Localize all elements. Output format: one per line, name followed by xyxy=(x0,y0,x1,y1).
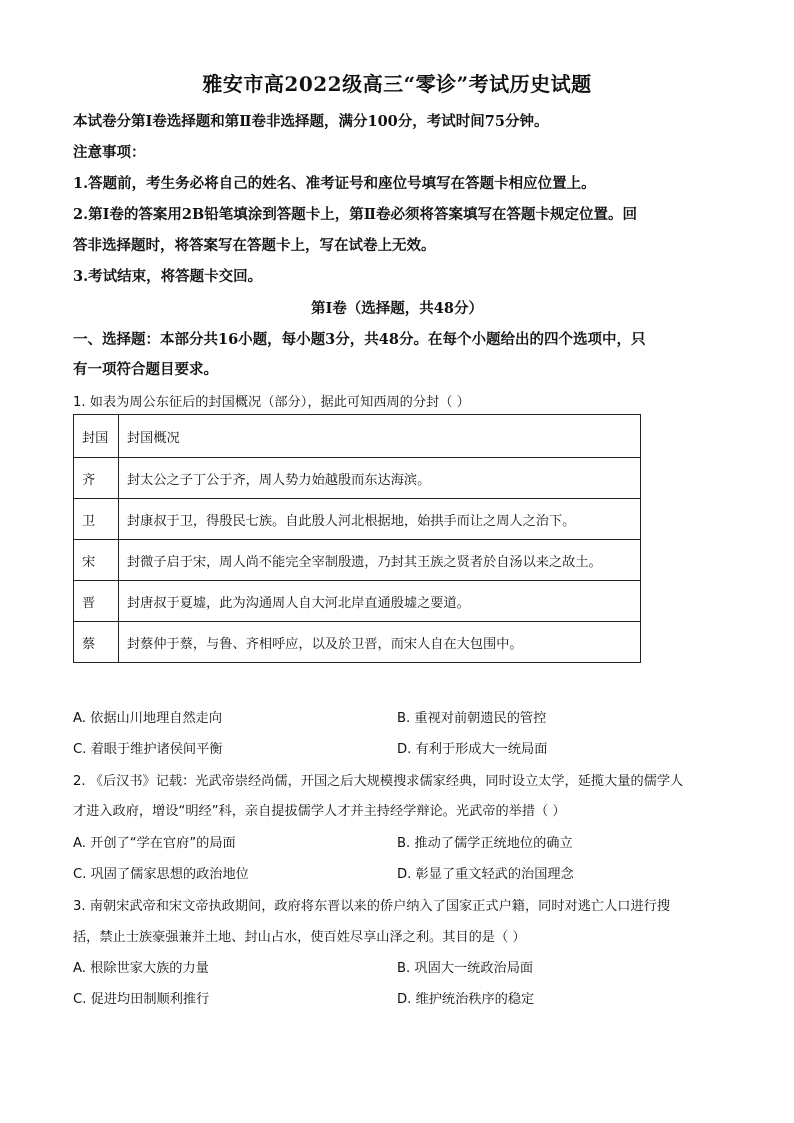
table-row xyxy=(74,581,641,622)
part-intro: 一、选择题：本部分共16小题，每小题3分，共48分。在每个小题给出的四个选项中，只 xyxy=(73,331,646,348)
notice-item: 3.考试结束，将答题卡交回。 xyxy=(73,268,263,285)
question-1-option-c: C. 着眼于维护诸侯间平衡 xyxy=(73,742,223,757)
question-3-option-d: D. 维护统治秩序的稳定 xyxy=(397,992,535,1007)
table-row xyxy=(74,540,641,581)
table-header-cell: 封国 xyxy=(74,415,119,458)
table-row xyxy=(74,622,641,663)
table-cell: 蔡 xyxy=(74,622,119,663)
question-2-stem: 2. 《后汉书》记载：光武帝崇经尚儒，开国之后大规模搜求儒家经典，同时设立太学，延揽大量的儒学人 xyxy=(73,774,684,789)
table-cell: 封微子启于宋，周人尚不能完全宰制殷遗，乃封其王族之贤者於自汤以来之故土。 xyxy=(119,540,641,581)
table-row xyxy=(74,499,641,540)
question-1-option-b: B. 重视对前朝遗民的管控 xyxy=(397,711,547,726)
table-cell: 卫 xyxy=(74,499,119,540)
notice-item: 答非选择题时，将答案写在答题卡上，写在试卷上无效。 xyxy=(73,237,436,254)
question-2-option-a: A. 开创了“学在官府”的局面 xyxy=(73,836,236,851)
part-intro: 有一项符合题目要求。 xyxy=(73,361,218,378)
table-cell: 封唐叔于夏墟，此为沟通周人自大河北岸直通殷墟之要道。 xyxy=(119,581,641,622)
question-3-stem: 括，禁止士族豪强兼并土地、封山占水，使百姓尽享山泽之利。其目的是（ ） xyxy=(73,930,526,945)
notice-item: 2.第Ⅰ卷的答案用2B铅笔填涂到答题卡上，第Ⅱ卷必须将答案填写在答题卡规定位置。回 xyxy=(73,206,637,223)
table-cell: 封太公之子丁公于齐，周人势力始越殷而东达海滨。 xyxy=(119,458,641,499)
fiefdom-table xyxy=(73,414,641,663)
exam-intro: 本试卷分第Ⅰ卷选择题和第Ⅱ卷非选择题，满分100分，考试时间75分钟。 xyxy=(73,113,549,130)
question-2-option-c: C. 巩固了儒家思想的政治地位 xyxy=(73,867,249,882)
page-title: 雅安市高2022级高三“零诊”考试历史试题 xyxy=(202,72,592,96)
question-1-option-d: D. 有利于形成大一统局面 xyxy=(397,742,548,757)
table-cell: 宋 xyxy=(74,540,119,581)
notice-title: 注意事项： xyxy=(73,144,146,161)
table-cell: 齐 xyxy=(74,458,119,499)
question-1-option-a: A. 依据山川地理自然走向 xyxy=(73,711,223,726)
table-cell: 封康叔于卫，得殷民七族。自此殷人河北根据地，始拱手而让之周人之治下。 xyxy=(119,499,641,540)
question-3-stem: 3. 南朝宋武帝和宋文帝执政期间，政府将东晋以来的侨户纳入了国家正式户籍，同时对逃亡人口进行搜 xyxy=(73,899,671,914)
table-header-cell: 封国概况 xyxy=(119,415,641,458)
question-2-option-d: D. 彰显了重文轻武的治国理念 xyxy=(397,867,574,882)
table-cell: 晋 xyxy=(74,581,119,622)
table-header-row xyxy=(74,415,641,458)
section-title: 第Ⅰ卷（选择题，共48分） xyxy=(311,300,483,317)
notice-item: 1.答题前，考生务必将自己的姓名、准考证号和座位号填写在答题卡相应位置上。 xyxy=(73,175,596,192)
table-row xyxy=(74,458,641,499)
table-cell: 封蔡仲于蔡，与鲁、齐相呼应，以及於卫晋，而宋人自在大包围中。 xyxy=(119,622,641,663)
question-2-stem: 才进入政府，增设“明经”科，亲自提拔儒学人才并主持经学辩论。光武帝的举措（ ） xyxy=(73,804,566,819)
question-2-option-b: B. 推动了儒学正统地位的确立 xyxy=(397,836,573,851)
question-3-option-c: C. 促进均田制顺利推行 xyxy=(73,992,210,1007)
question-3-option-a: A. 根除世家大族的力量 xyxy=(73,961,209,976)
question-3-option-b: B. 巩固大一统政治局面 xyxy=(397,961,534,976)
question-1-stem: 1. 如表为周公东征后的封国概况（部分），据此可知西周的分封（ ） xyxy=(73,395,470,410)
